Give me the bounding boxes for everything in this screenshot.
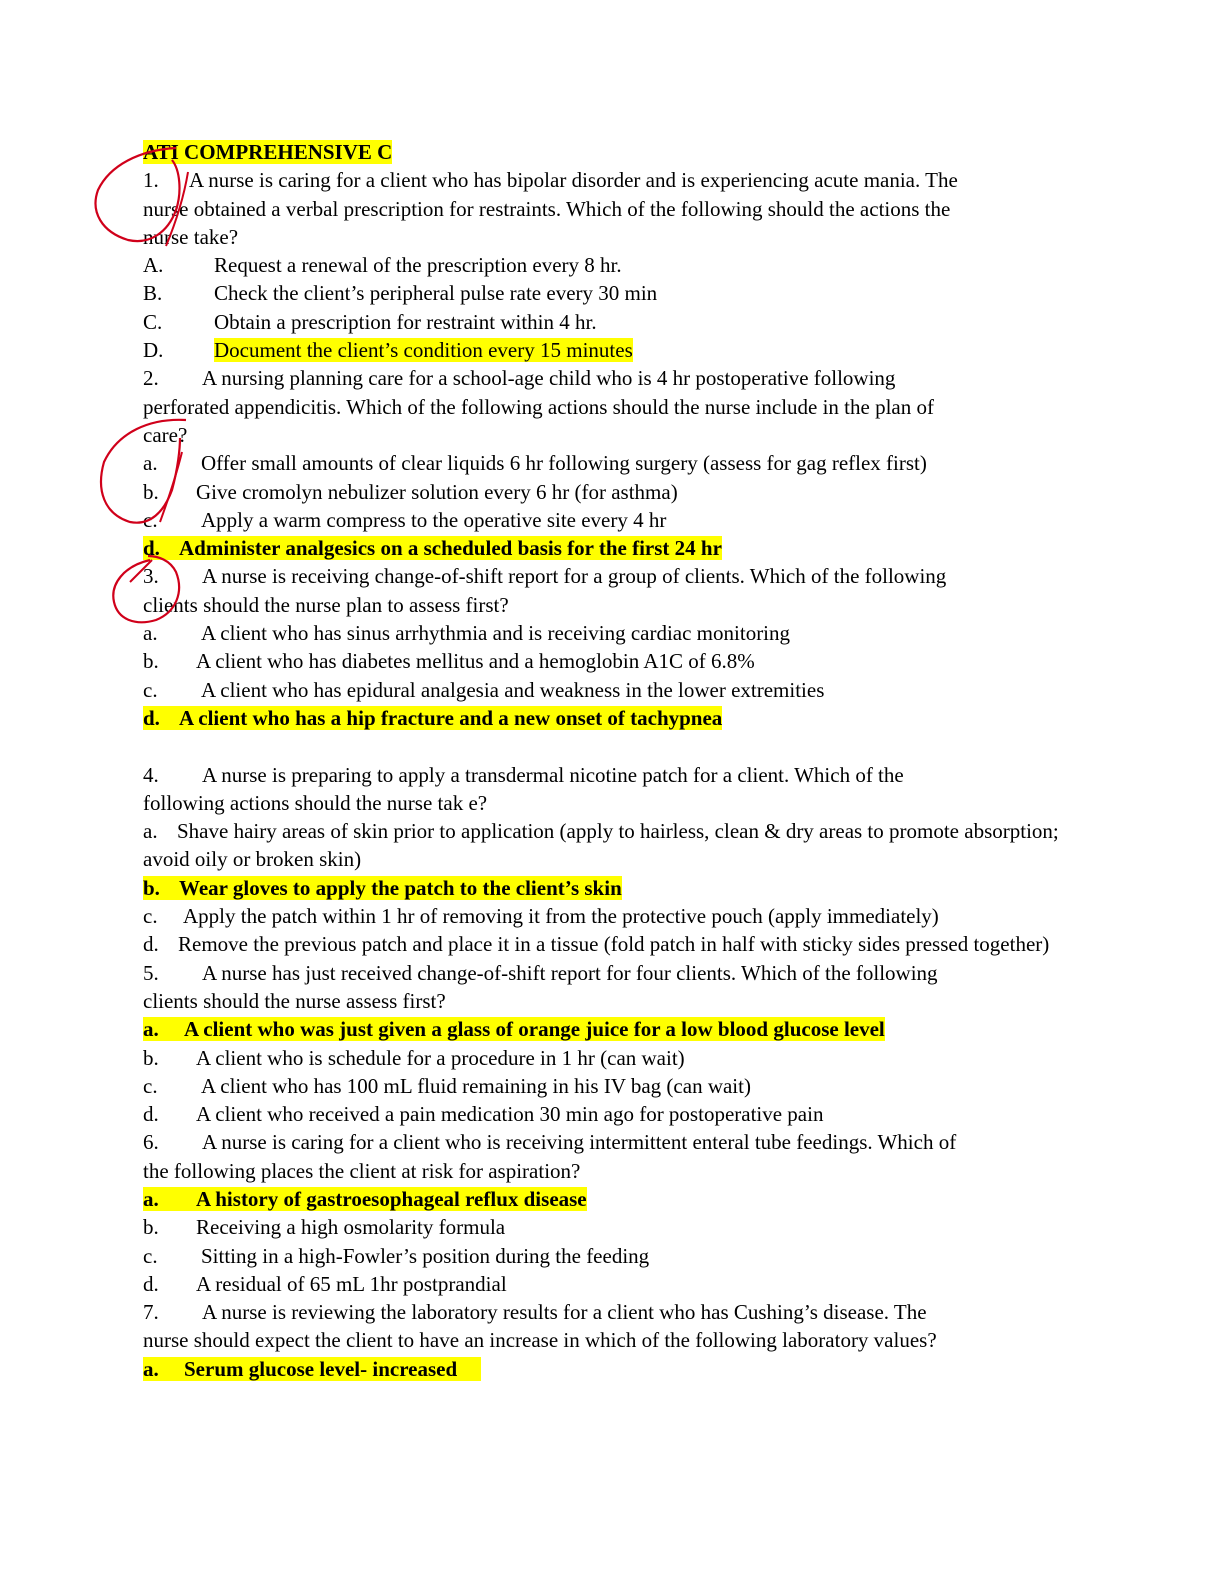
answer-option-correct: d. Administer analgesics on a scheduled basis for the first 24 hr xyxy=(143,536,722,561)
question-7 xyxy=(143,1298,1083,1383)
answer-option: d. A residual of 65 mL 1hr postprandial xyxy=(143,1271,507,1296)
question-stem-line: following actions should the nurse tak e? xyxy=(143,790,488,815)
blank-line xyxy=(143,732,1083,760)
question-6 xyxy=(143,1128,1083,1298)
answer-option: C. Obtain a prescription for restraint within 4 hr. xyxy=(143,309,597,334)
question-stem-line: care? xyxy=(143,422,188,447)
document-page xyxy=(143,138,1083,1383)
question-5 xyxy=(143,959,1083,1129)
answer-option: c. Apply a warm compress to the operative site every 4 hr xyxy=(143,507,667,532)
question-stem-line: 6. A nurse is caring for a client who is receiving intermittent enteral tube feedings. Which of xyxy=(143,1130,957,1155)
question-stem-line: nurse should expect the client to have an increase in which of the following laboratory values? xyxy=(143,1328,937,1353)
question-4 xyxy=(143,761,1083,959)
answer-option: b. Receiving a high osmolarity formula xyxy=(143,1215,506,1240)
question-stem-line: perforated appendicitis. Which of the following actions should the nurse include in the plan of xyxy=(143,394,934,419)
question-3 xyxy=(143,562,1083,732)
question-1 xyxy=(143,166,1083,364)
answer-option-correct: a. Serum glucose level- increased xyxy=(143,1355,1083,1383)
question-stem-line: 4. A nurse is preparing to apply a transdermal nicotine patch for a client. Which of the xyxy=(143,762,904,787)
question-stem-line: 3. A nurse is receiving change-of-shift report for a group of clients. Which of the following xyxy=(143,564,947,589)
question-stem-line: 7. A nurse is reviewing the laboratory results for a client who has Cushing’s disease. The xyxy=(143,1300,927,1325)
doc-title: ATI COMPREHENSIVE C xyxy=(143,140,393,164)
answer-option: c. Sitting in a high-Fowler’s position during the feeding xyxy=(143,1243,650,1268)
answer-option-correct: a. A history of gastroesophageal reflux disease xyxy=(143,1186,587,1211)
answer-option-correct: a. A client who was just given a glass of orange juice for a low blood glucose level xyxy=(143,1017,885,1042)
question-2 xyxy=(143,364,1083,562)
answer-option: d. Remove the previous patch and place it in a tissue (fold patch in half with sticky sides pressed together) xyxy=(143,932,1050,957)
answer-option: a. Offer small amounts of clear liquids 6 hr following surgery (assess for gag reflex first) xyxy=(143,451,927,476)
answer-option: d. A client who received a pain medication 30 min ago for postoperative pain xyxy=(143,1102,824,1127)
question-stem-line: nurse obtained a verbal prescription for restraints. Which of the following should the actions the xyxy=(143,196,951,221)
answer-option: a. A client who has sinus arrhythmia and is receiving cardiac monitoring xyxy=(143,621,791,646)
answer-option: c. A client who has 100 mL fluid remaining in his IV bag (can wait) xyxy=(143,1073,751,1098)
answer-option: b. A client who has diabetes mellitus and a hemoglobin A1C of 6.8% xyxy=(143,649,755,674)
question-stem-line: clients should the nurse assess first? xyxy=(143,988,446,1013)
answer-option: b. A client who is schedule for a procedure in 1 hr (can wait) xyxy=(143,1045,685,1070)
question-stem-line: the following places the client at risk for aspiration? xyxy=(143,1158,581,1183)
question-stem-line: 2. A nursing planning care for a school-age child who is 4 hr postoperative following xyxy=(143,366,896,391)
question-stem-line: nurse take? xyxy=(143,224,239,249)
answer-option: b. Give cromolyn nebulizer solution every 6 hr (for asthma) xyxy=(143,479,678,504)
answer-option: A. Request a renewal of the prescription every 8 hr. xyxy=(143,253,622,278)
question-stem-line: clients should the nurse plan to assess first? xyxy=(143,592,509,617)
answer-option-correct: b. Wear gloves to apply the patch to the client’s skin xyxy=(143,875,622,900)
answer-option: c. A client who has epidural analgesia and weakness in the lower extremities xyxy=(143,677,825,702)
answer-option: a. Shave hairy areas of skin prior to application (apply to hairless, clean & dry areas to promote absorption; avoid oily or broken skin) xyxy=(143,819,1059,872)
answer-option: B. Check the client’s peripheral pulse rate every 30 min xyxy=(143,281,658,306)
question-stem-line: 1. A nurse is caring for a client who has bipolar disorder and is experiencing acute mania. The xyxy=(143,168,958,193)
answer-option-correct: d. A client who has a hip fracture and a new onset of tachypnea xyxy=(143,705,723,730)
answer-option: c. Apply the patch within 1 hr of removing it from the protective pouch (apply immediately) xyxy=(143,904,939,929)
answer-option-correct: D. Document the client’s condition every 15 minutes xyxy=(143,338,633,363)
question-stem-line: 5. A nurse has just received change-of-shift report for four clients. Which of the following xyxy=(143,960,938,985)
